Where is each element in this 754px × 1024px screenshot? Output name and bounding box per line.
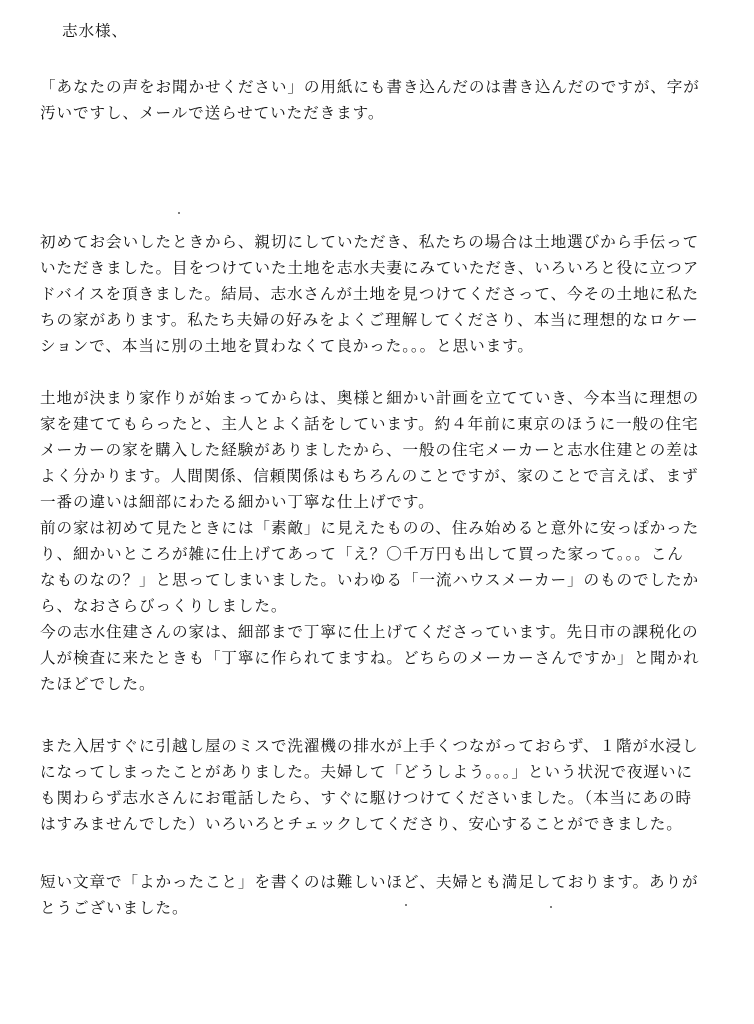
paragraph-2-line-12: たほどでした。 — [40, 675, 156, 693]
paragraph-2-line-8: なものなの？」と思ってしまいました。いわゆる「一流ハウスメーカー」のものでしたか — [40, 571, 699, 589]
paragraph-2-line-5: 一番の違いは細部にわたる細かい丁寧な仕上げです。 — [40, 493, 435, 511]
paragraph-3-line-3: も関わらず志水さんにお電話したら、すぐに駆けつけてくださいました。（本当にあの時 — [40, 789, 692, 807]
paragraph-3-line-4: はすみませんでした）いろいろとチェックしてくださり、安心することができました。 — [40, 815, 683, 833]
scan-speck — [178, 212, 180, 214]
closing-line-2: とうございました。 — [40, 899, 189, 917]
paragraph-1-line-3: ドバイスを頂きました。結局、志水さんが土地を見つけてくださって、今その土地に私た — [40, 285, 699, 303]
paragraph-1-line-2: いただきました。目をつけていた土地を志水夫妻にみていただき、いろいろと役に立つア — [40, 259, 700, 277]
scan-speck — [550, 906, 552, 908]
paragraph-3-line-1: また入居すぐに引越し屋のミスで洗濯機の排水が上手くつながっておらず、１階が水浸し — [40, 737, 699, 755]
paragraph-2-line-7: り、細かいところが雑に仕上げてあって「え？〇千万円も出して買った家って。。。こん — [40, 545, 684, 563]
paragraph-2-line-2: 家を建ててもらったと、主人とよく話をしています。約４年前に東京のほうに一般の住宅 — [40, 415, 699, 433]
intro-line-1: 「あなたの声をお聞かせください」の用紙にも書き込んだのは書き込んだのですが、字が — [40, 78, 700, 96]
paragraph-2-line-11: 人が検査に来たときも「丁寧に作られてますね。どちらのメーカーさんですか」と聞かれ — [40, 649, 700, 667]
paragraph-2-line-6: 前の家は初めて見たときには「素敵」に見えたものの、住み始めると意外に安っぽかった — [40, 519, 700, 537]
intro-line-2: 汚いですし、メールで送らせていただきます。 — [40, 104, 385, 122]
paragraph-2-line-10: 今の志水住建さんの家は、細部まで丁寧に仕上げてくださっています。先日市の課税化の — [40, 623, 699, 641]
paragraph-2-line-4: よく分かります。人間関係、信頼関係はもちろんのことですが、家のことで言えば、まず — [40, 467, 699, 485]
closing-line-1: 短い文章で「よかったこと」を書くのは難しいほど、夫婦とも満足しております。ありが — [40, 873, 699, 891]
scan-speck — [405, 904, 407, 906]
salutation: 志水様、 — [62, 22, 128, 40]
paragraph-3-line-2: になってしまったことがありました。夫婦して「どうしよう。。。」という状況で夜遅いに — [40, 763, 693, 781]
paragraph-1-line-5: ションで、本当に別の土地を買わなくて良かった。。。と思います。 — [40, 337, 534, 355]
paragraph-2-line-1: 土地が決まり家作りが始まってからは、奥様と細かい計画を立てていき、今本当に理想の — [40, 389, 700, 407]
paragraph-1-line-4: ちの家があります。私たち夫婦の好みをよくご理解してくださり、本当に理想的なロケー — [40, 311, 699, 329]
paragraph-2-line-9: ら、なおさらびっくりしました。 — [40, 597, 288, 615]
paragraph-1-line-1: 初めてお会いしたときから、親切にしていただき、私たちの場合は土地選びから手伝って — [40, 233, 700, 251]
paragraph-2-line-3: メーカーの家を購入した経験がありましたから、一般の住宅メーカーと志水住建との差は — [40, 441, 700, 459]
